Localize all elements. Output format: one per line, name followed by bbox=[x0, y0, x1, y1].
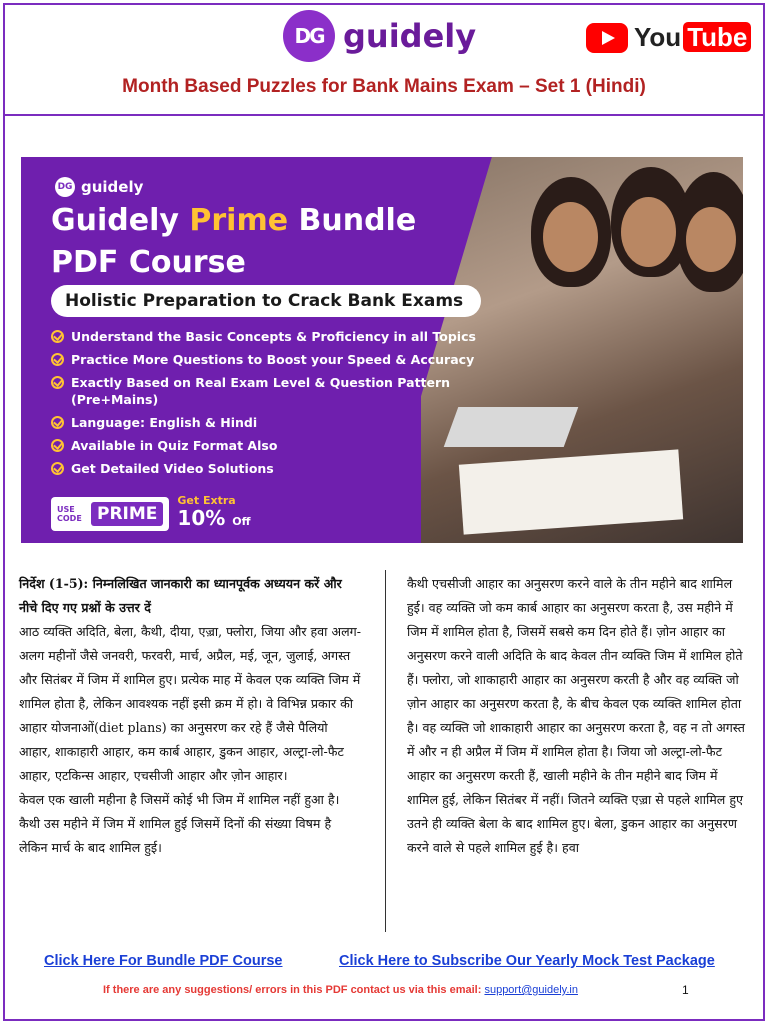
subscribe-mock-test-link[interactable]: Click Here to Subscribe Our Yearly Mock Test Package bbox=[339, 953, 715, 969]
banner-headline-end: Bundle bbox=[288, 203, 417, 238]
check-circle-icon bbox=[51, 330, 64, 343]
feature-item bbox=[51, 437, 481, 454]
feature-text: Understand the Basic Concepts & Proficiency in all Topics bbox=[71, 329, 476, 344]
banner-headline-line2: PDF Course bbox=[51, 245, 246, 280]
banner-headline-plain: Guidely bbox=[51, 203, 190, 238]
feature-item bbox=[51, 351, 481, 368]
page-number: 1 bbox=[682, 983, 689, 997]
banner-logo bbox=[55, 177, 143, 197]
promo-code-label: USE CODE bbox=[57, 505, 82, 523]
promo-code-block bbox=[51, 494, 251, 531]
footer-contact-note bbox=[103, 984, 578, 996]
feature-item bbox=[51, 374, 481, 408]
puzzle-paragraph-1: आठ व्यक्ति अदिति, बेला, कैथी, दीया, एज़्रा, फ्लोरा, जिया और हवा अलग-अलग महीनों जैसे जनवरी, फरवरी, मार्च, अप्रैल, मई, जून, जुलाई, अगस्त और सितंबर में जिम में शामिल हुए। प्रत्येक माह में केवल एक व्यक्ति जिम में शामिल होता है, लेकिन आवश्यक नहीं इसी क्रम में हो। वे विभिन्न प्रकार की आहार योजनाओं(diet plans) का अनुसरण कर रहे हैं जैसे पैलियो आहार, शाकाहारी आहार, कम कार्ब आहार, डुकन आहार, अल्ट्रा-लो-फैट आहार, एटकिन्स आहार, एचसीजी आहार और ज़ोन आहार। bbox=[19, 624, 361, 783]
youtube-you: You bbox=[634, 22, 682, 52]
banner-brand: guidely bbox=[81, 178, 144, 196]
student-face-3 bbox=[686, 207, 736, 272]
guidely-logo[interactable] bbox=[283, 10, 476, 62]
youtube-play-icon bbox=[586, 23, 628, 53]
youtube-logo[interactable] bbox=[586, 22, 751, 53]
guidely-logo-text: guidely bbox=[343, 17, 477, 55]
feature-item bbox=[51, 328, 481, 345]
column-divider bbox=[385, 570, 386, 932]
promo-code: PRIME bbox=[91, 502, 163, 526]
directive-heading: निर्देश (1-5): निम्नलिखित जानकारी का ध्यानपूर्वक अध्ययन करें और नीचे दिए गए प्रश्नों के उत्तर दें bbox=[19, 576, 342, 615]
promo-code-box bbox=[51, 497, 169, 531]
guidely-logo-icon: DG bbox=[283, 10, 335, 62]
right-column bbox=[407, 572, 751, 860]
support-email-link[interactable]: support@guidely.in bbox=[484, 984, 578, 996]
check-circle-icon bbox=[51, 462, 64, 475]
check-circle-icon bbox=[51, 353, 64, 366]
prime-bundle-banner[interactable] bbox=[21, 157, 743, 543]
promo-offer bbox=[177, 495, 250, 533]
left-column bbox=[19, 572, 363, 860]
offer-value: 10% bbox=[177, 506, 226, 530]
youtube-tube: Tube bbox=[683, 22, 751, 52]
feature-text: Get Detailed Video Solutions bbox=[71, 461, 274, 476]
feature-text: Practice More Questions to Boost your Speed & Accuracy bbox=[71, 352, 475, 367]
feature-item bbox=[51, 414, 481, 431]
banner-headline bbox=[51, 203, 416, 238]
offer-caption: Get Extra bbox=[177, 494, 236, 507]
check-circle-icon bbox=[51, 439, 64, 452]
banner-tagline-pill: Holistic Preparation to Crack Bank Exams bbox=[51, 285, 481, 317]
student-face-1 bbox=[543, 202, 598, 272]
banner-logo-icon: DG bbox=[55, 177, 75, 197]
puzzle-paragraph-2: केवल एक खाली महीना है जिसमें कोई भी जिम में शामिल नहीं हुआ है। कैथी उस महीने में जिम में शामिल हुई जिसमें दिनों की संख्या विषम है लेकिन मार्च के बाद शामिल हुई। bbox=[19, 792, 340, 855]
header-divider bbox=[3, 114, 765, 116]
youtube-wordmark bbox=[634, 22, 751, 53]
feature-text: Language: English & Hindi bbox=[71, 415, 258, 430]
student-face-2 bbox=[621, 197, 676, 267]
feature-item bbox=[51, 460, 481, 477]
feature-text: Exactly Based on Real Exam Level & Question Pattern (Pre+Mains) bbox=[71, 375, 451, 407]
puzzle-paragraph-3: कैथी एचसीजी आहार का अनुसरण करने वाले के तीन महीने बाद शामिल हुई। वह व्यक्ति जो कम कार्ब आहार का अनुसरण करता है, उस महीने में जिम में शामिल होता है, जिसमें सबसे कम दिन होते हैं। ज़ोन आहार का अनुसरण करने वाली अदिति के बाद केवल तीन व्यक्ति जिम में शामिल होते हैं। फ्लोरा, जो शाकाहारी आहार का अनुसरण करती है और वह व्यक्ति जो ज़ोन आहार का अनुसरण करता है, के बीच केवल एक व्यक्ति शामिल होता है। वह व्यक्ति जो शाकाहारी आहार का अनुसरण करता है, वह न तो अगस्त में और न ही अप्रैल में जिम में शामिल होता है। जिया जो अल्ट्रा-लो-फैट आहार का अनुसरण करती हैं, खाली महीने के तीन महीने बाद जिम में शामिल हुई, लेकिन सितंबर में नहीं। जितने व्यक्ति एज़्रा से पहले शामिल हुए उतने ही व्यक्ति बेला के बाद शामिल हुए। बेला, डुकन आहार का अनुसरण करने वाले से पहले शामिल हुई है। हवा bbox=[407, 576, 745, 855]
offer-off: Off bbox=[232, 515, 251, 528]
check-circle-icon bbox=[51, 376, 64, 389]
document-title: Month Based Puzzles for Bank Mains Exam – Set 1 (Hindi) bbox=[122, 76, 646, 97]
check-circle-icon bbox=[51, 416, 64, 429]
banner-feature-list bbox=[51, 328, 481, 483]
banner-headline-accent: Prime bbox=[189, 203, 289, 238]
footer-note-text: If there are any suggestions/ errors in this PDF contact us via this email: bbox=[103, 984, 482, 996]
bundle-pdf-link[interactable]: Click Here For Bundle PDF Course bbox=[44, 953, 283, 969]
offer-percent bbox=[177, 507, 250, 533]
feature-text: Available in Quiz Format Also bbox=[71, 438, 278, 453]
